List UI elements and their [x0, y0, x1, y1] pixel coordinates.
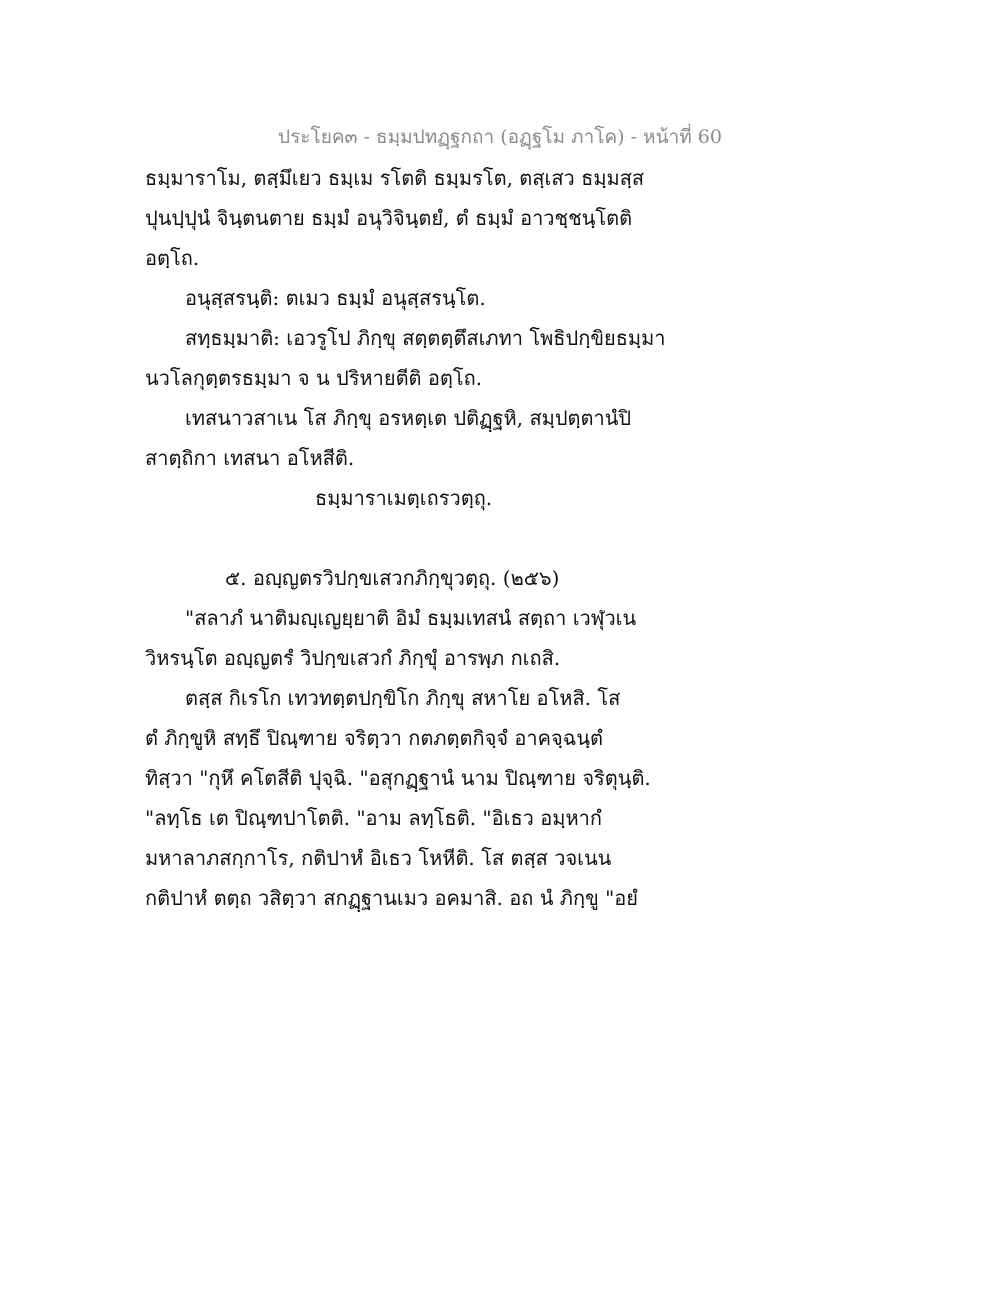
text-line: นวโลกุตฺตรธมฺมา จ น ปริหายตีติ อตฺโถ.: [145, 366, 483, 390]
text-line: ปุนปฺปุนํ จินฺตนตาย ธมฺมํ อนุวิจินฺตยํ, ตํ ธมฺมํ อาวชฺชนฺโตติ: [145, 206, 633, 230]
text-line: วิหรนฺโต อญฺญตรํ วิปกฺขเสวกํ ภิกฺขุํ อารพฺภ กเถสิ.: [145, 646, 561, 670]
text-line: สาตฺถิกา เทสนา อโหสีติ.: [145, 446, 355, 470]
text-line: เทสนาวสาเน โส ภิกฺขุ อรหตฺเต ปติฏฺฐหิ, สมฺปตฺตานํปิ: [185, 406, 632, 430]
text-line: "ลทฺโธ เต ปิณฺฑปาโตติ. "อาม ลทฺโธติ. "อิเธว อมฺหากํ: [145, 806, 602, 830]
paragraph-anussaranti: [145, 278, 665, 318]
text-line: สทฺธมฺมาติ: เอวรูโป ภิกฺขุ สตฺตตฺตึสเภทา โพธิปกฺขิยธมฺมา: [185, 326, 666, 350]
section-heading: ๕. อญฺญตรวิปกฺขเสวกภิกฺขุวตฺถุ. (๒๕๖): [225, 566, 560, 590]
body-text: [145, 158, 665, 918]
text-line: กติปาหํ ตตฺถ วสิตฺวา สกฏฺฐานเมว อคมาสิ. อถ นํ ภิกฺขู "อยํ: [145, 886, 639, 910]
story-end-title: ธมฺมาราเมตฺเถรวตฺถุ.: [315, 486, 493, 510]
text-line: มหาลาภสกฺกาโร, กติปาหํ อิเธว โหหีติ. โส ตสฺส วจเนน: [145, 846, 612, 870]
paragraph-story-body: [145, 678, 665, 918]
text-line: อนุสฺสรนฺติ: ตเมว ธมฺมํ อนุสฺสรนฺโต.: [185, 286, 486, 310]
text-line: อตฺโถ.: [145, 246, 200, 270]
page-header: ประโยค๓ - ธมฺมปทฏฺฐกถา (อฏฺฐโม ภาโค) - หน้าที่ 60: [278, 126, 722, 148]
paragraph-dhammarama-commentary: [145, 158, 665, 278]
text-line: "สลาภํ นาติมญฺเญยฺยาติ อิมํ ธมฺมเทสนํ สตฺถา เวฬุวเน: [185, 606, 637, 630]
text-line: ตํ ภิกฺขูหิ สทฺธึ ปิณฺฑาย จริตฺวา กตภตฺตกิจฺจํ อาคจฺฉนฺตํ: [145, 726, 604, 750]
paragraph-story-opening: [145, 598, 665, 678]
text-line: ตสฺส กิเรโก เทวทตฺตปกฺขิโก ภิกฺขุ สหาโย อโหสิ. โส: [185, 686, 621, 710]
paragraph-desanavasane: [145, 398, 665, 478]
section-spacer: [145, 518, 665, 558]
text-line: ทิสฺวา "กุหึ คโตสีติ ปุจฺฉิ. "อสุกฏฺฐานํ นาม ปิณฺฑาย จริตุนฺติ.: [145, 766, 651, 790]
text-line: ธมฺมาราโม, ตสฺมึเยว ธมฺเม รโตติ ธมฺมรโต, ตสฺเสว ธมฺมสฺส: [145, 166, 645, 190]
paragraph-saddhamma: [145, 318, 665, 398]
